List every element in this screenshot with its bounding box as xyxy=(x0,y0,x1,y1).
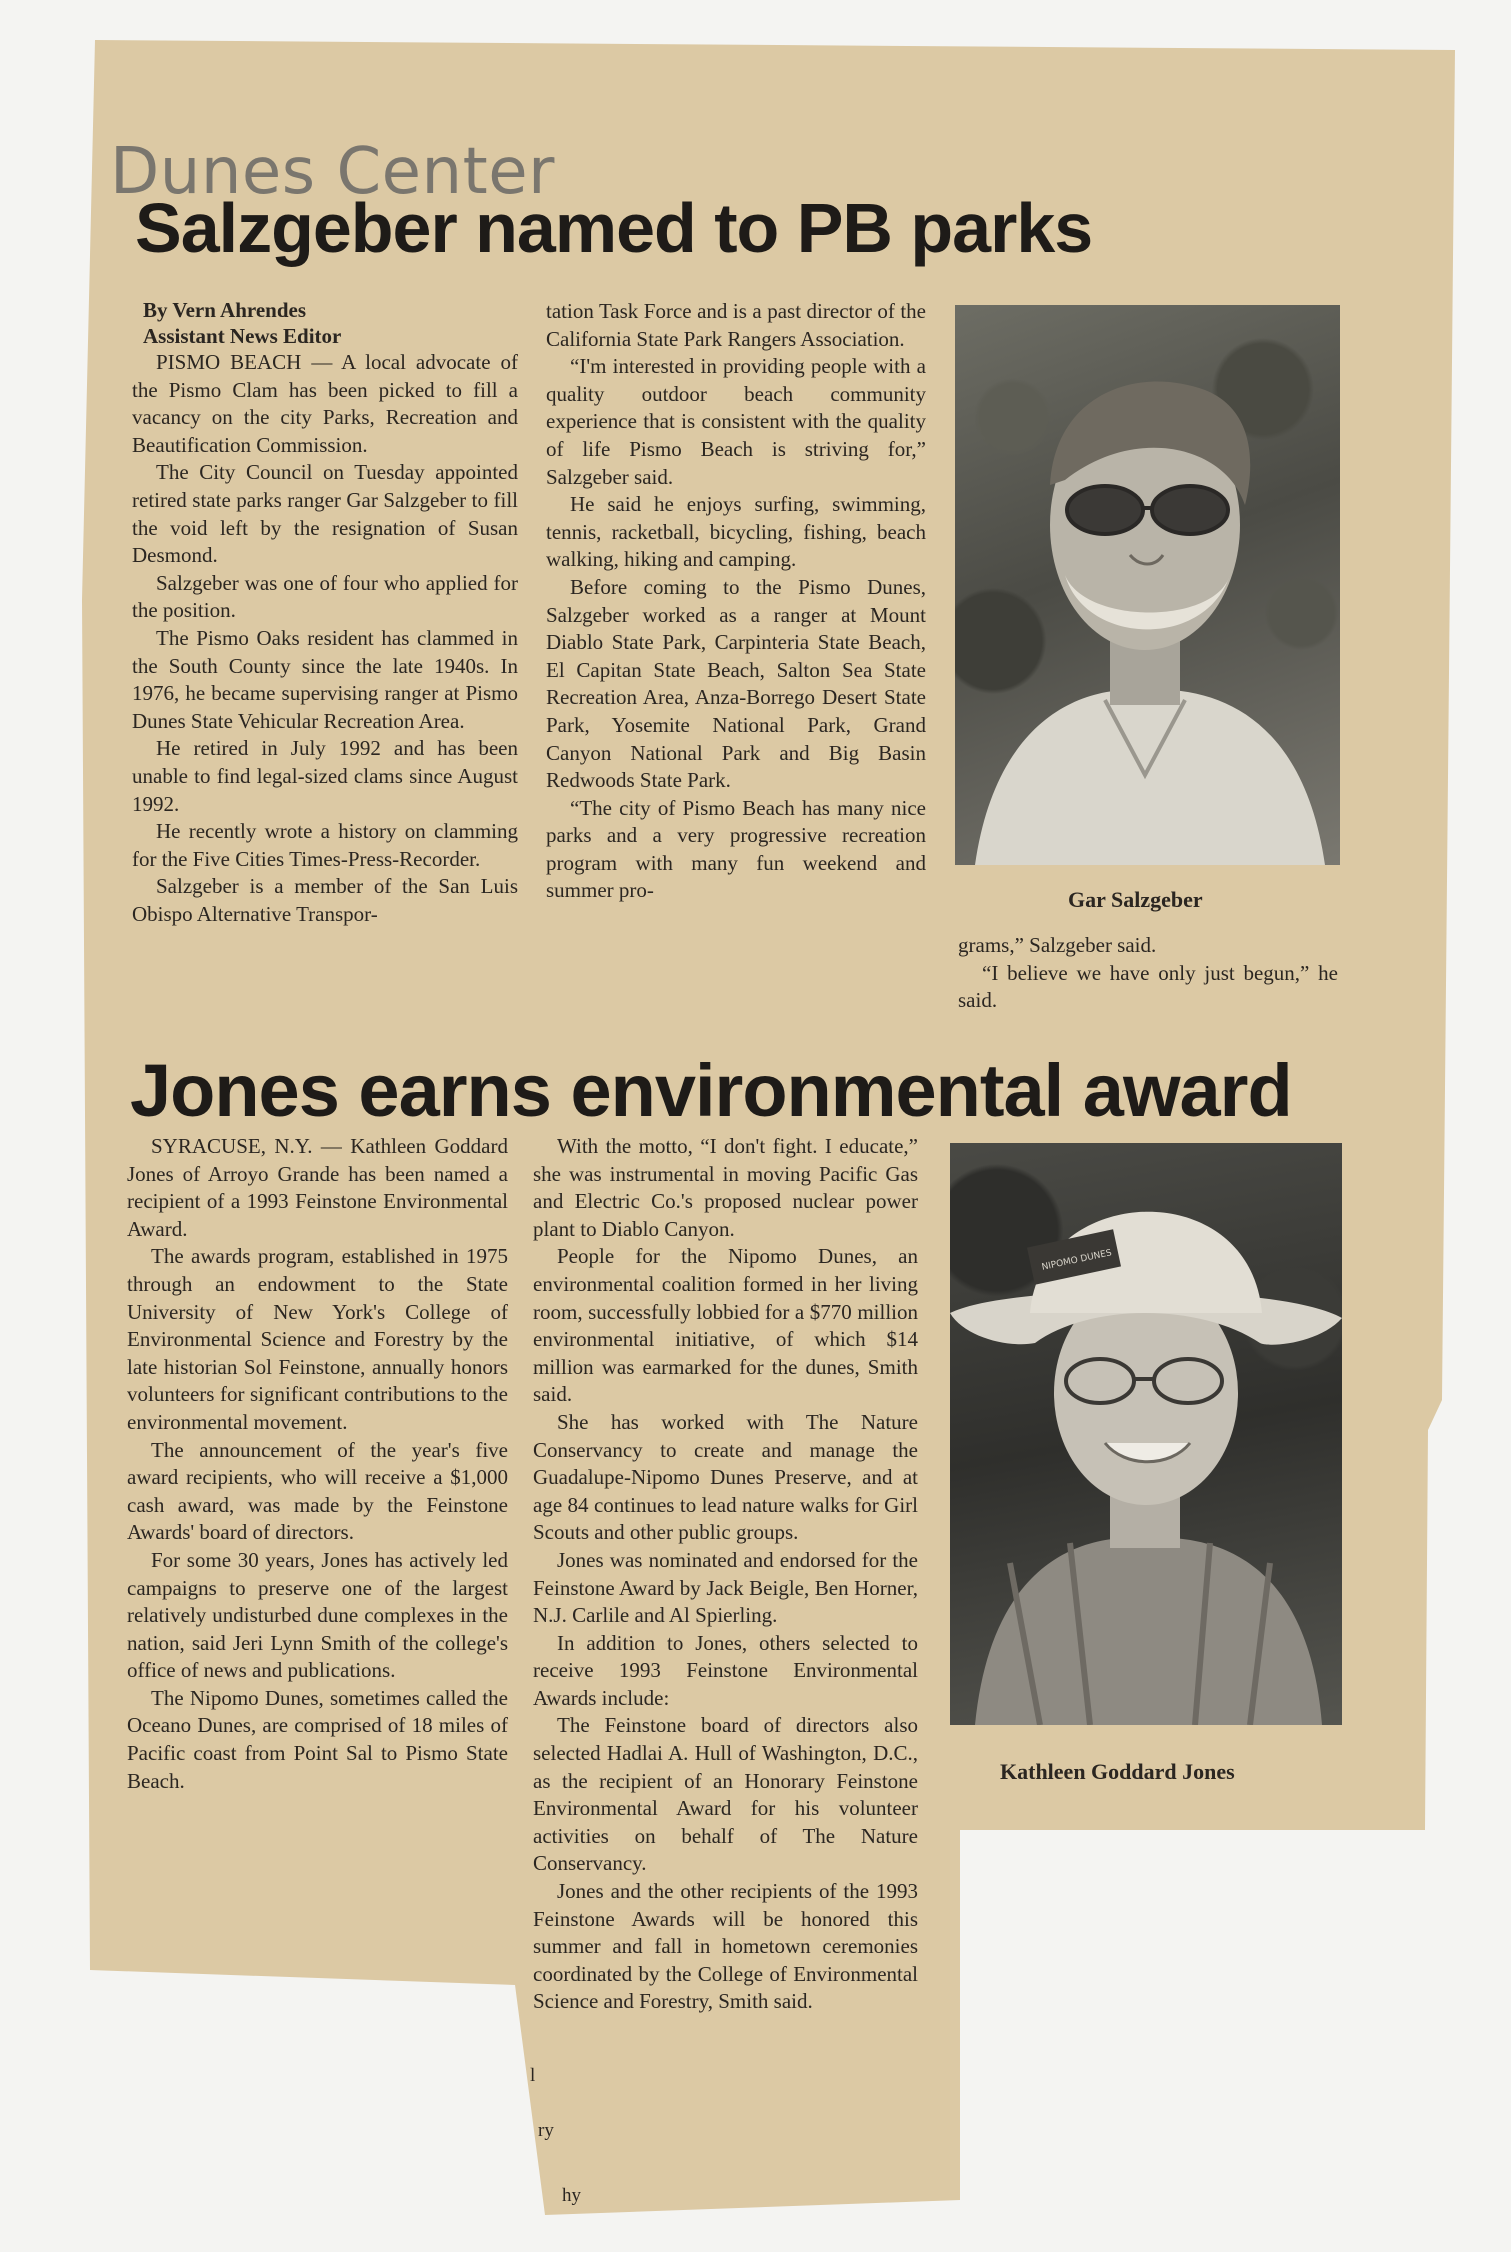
article1-column-3 xyxy=(958,932,1338,1015)
photo-caption: Gar Salzgeber xyxy=(1068,887,1203,912)
paragraph: PISMO BEACH — A local advocate of the Pismo Clam has been picked to fill a vacancy on the city Parks, Recreation and Beautification Commission. xyxy=(132,350,518,457)
photo-caption: Kathleen Goddard Jones xyxy=(1000,1759,1235,1784)
paragraph: She has worked with The Nature Conservancy to create and manage the Guadalupe-Nipomo Dunes Preserve, and at age 84 continues to lead nature walks for Girl Scouts and other public groups. xyxy=(533,1409,918,1545)
article1-byline xyxy=(143,297,518,349)
paragraph: tation Task Force and is a past director of the California State Park Rangers Association. xyxy=(546,299,926,351)
paragraph: Jones and the other recipients of the 1993 Feinstone Awards will be honored this summer and fall in hometown ceremonies coordinated by the College of Environmental Science and Forestry, Smith said. xyxy=(533,1879,918,2014)
paragraph: “I'm interested in providing people with a quality outdoor beach community experience that is consistent with the quality of life Pismo Beach is striving for,” Salzgeber said. xyxy=(546,354,926,489)
paragraph: “The city of Pismo Beach has many nice parks and a very progressive recreation program with many fun weekend and summer pro- xyxy=(546,795,926,903)
paragraph: The announcement of the year's five award recipients, who will receive a $1,000 cash award, was made by the Feinstone Awards' board of directors. xyxy=(127,1437,508,1545)
paragraph: grams,” Salzgeber said. xyxy=(958,933,1157,957)
paragraph: The Feinstone board of directors also selected Hadlai A. Hull of Washington, D.C., as the recipient of an Honorary Feinstone Environmental Award for his volunteer activities on behalf of The Nature Conservancy. xyxy=(533,1713,918,1876)
article1-headline: Salzgeber named to PB parks xyxy=(135,189,1093,267)
portrait-woman-illustration xyxy=(950,1143,1342,1725)
paragraph: The Nipomo Dunes, sometimes called the Oceano Dunes, are comprised of 18 miles of Pacific coast from Point Sal to Pismo State Beach. xyxy=(127,1685,508,1793)
paragraph: The City Council on Tuesday appointed retired state parks ranger Gar Salzgeber to fill the void left by the resignation of Susan Desmond. xyxy=(132,460,518,568)
paragraph: People for the Nipomo Dunes, an environmental coalition formed in her living room, successfully lobbied for a $770 million environmental initiative, of which $14 million was earmarked for the dunes, Smith said. xyxy=(533,1244,918,1407)
photo-gar-salzgeber xyxy=(955,305,1340,865)
photo-kathleen-goddard-jones xyxy=(950,1143,1342,1725)
article2-column-2 xyxy=(533,1133,918,2016)
article1-column-1 xyxy=(132,349,518,928)
hat-patch-text: NIPOMO DUNES xyxy=(1040,1248,1113,1273)
paragraph: Before coming to the Pismo Dunes, Salzgeber worked as a ranger at Mount Diablo State Park, Carpinteria State Beach, El Capitan State Beach, Salton Sea State Recreation Area, Anza-Borrego Desert State Park, Yosemite National Park, Grand Canyon National Park and Big Basin Redwoods State Park. xyxy=(546,574,926,793)
paragraph: He said he enjoys surfing, swimming, tennis, racketball, bicycling, fishing, beach walking, hiking and camping. xyxy=(546,492,926,572)
paragraph: Salzgeber is a member of the San Luis Obispo Alternative Transpor- xyxy=(132,874,518,926)
paragraph: He recently wrote a history on clamming for the Five Cities Times-Press-Recorder. xyxy=(132,819,518,871)
byline-role: Assistant News Editor xyxy=(143,324,342,348)
paragraph: For some 30 years, Jones has actively led campaigns to preserve one of the largest relatively undisturbed dune complexes in the nation, said Jeri Lynn Smith of the college's office of news and publications. xyxy=(127,1547,508,1683)
paragraph: SYRACUSE, N.Y. — Kathleen Goddard Jones of Arroyo Grande has been named a recipient of a 1993 Feinstone Environmental Award. xyxy=(127,1134,508,1241)
article2-headline: Jones earns environmental award xyxy=(130,1049,1292,1132)
paragraph: In addition to Jones, others selected to receive 1993 Feinstone Environmental Awards include: xyxy=(533,1630,918,1710)
paragraph: With the motto, “I don't fight. I educate,” she was instrumental in moving Pacific Gas and Electric Co.'s proposed nuclear power plant to Diablo Canyon. xyxy=(533,1134,918,1241)
torn-edge-fragment: l xyxy=(530,2065,536,2086)
paragraph: He retired in July 1992 and has been unable to find legal-sized clams since August 1992. xyxy=(132,736,518,816)
article1-column-2 xyxy=(546,298,926,905)
paragraph: The awards program, established in 1975 through an endowment to the State University of New York's College of Environmental Science and Forestry by the late historian Sol Feinstone, annually honors volunteers for significant contributions to the environmental movement. xyxy=(127,1244,508,1434)
portrait-man-illustration xyxy=(955,305,1340,865)
torn-edge-fragment: ry xyxy=(538,2120,554,2141)
article2-column-1 xyxy=(127,1133,508,1795)
watermark: Dunes Center xyxy=(110,135,555,209)
byline-author: By Vern Ahrendes xyxy=(143,298,306,322)
torn-edge-fragment: hy xyxy=(562,2185,581,2206)
paragraph: The Pismo Oaks resident has clammed in the South County since the late 1940s. In 1976, he became supervising ranger at Pismo Dunes State Vehicular Recreation Area. xyxy=(132,625,518,733)
paragraph: Salzgeber was one of four who applied for the position. xyxy=(132,570,518,623)
paragraph: Jones was nominated and endorsed for the Feinstone Award by Jack Beigle, Ben Horner, N.J. Carlile and Al Spierling. xyxy=(533,1547,918,1628)
paragraph: “I believe we have only just begun,” he said. xyxy=(958,960,1338,1013)
